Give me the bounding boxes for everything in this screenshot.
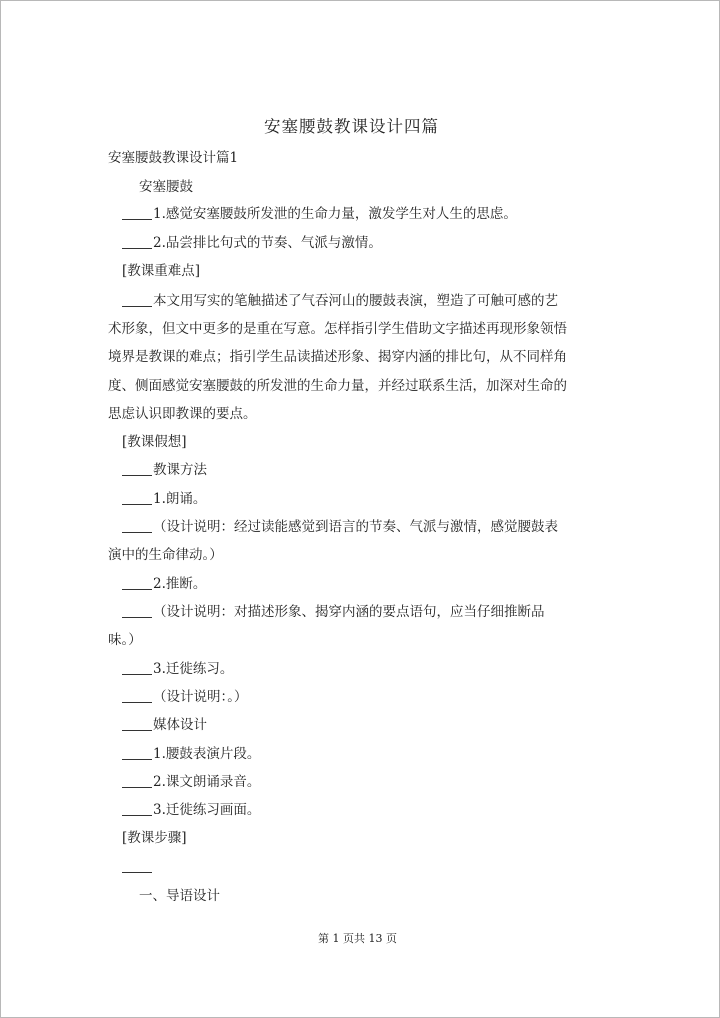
text-line: [教课重难点] [122,263,201,279]
text-line: [教课假想] [122,434,187,450]
text-line: 味。） [108,632,142,648]
blank-underline [122,491,152,505]
text-line: 2.品尝排比句式的节奏、气派与激情。 [122,234,382,252]
blank-underline [122,235,152,249]
blank-underline [122,717,152,731]
blank-underline [122,206,152,220]
text-line: （设计说明：。） [122,688,248,706]
text-line: 2.课文朗诵录音。 [122,773,260,791]
blank-underline [122,293,152,307]
blank-underline [122,661,152,675]
text-line: 境界是教课的难点；指引学生品读描述形象、揭穿内涵的排比句，从不同样角 [108,349,567,365]
section-heading: 安塞腰鼓教课设计篇1 [108,150,239,166]
blank-underline [122,689,152,703]
blank-underline [122,462,152,476]
text-line: 演中的生命律动。） [108,547,223,563]
text-line: （设计说明：对描述形象、揭穿内涵的要点语句，应当仔细推断品 [122,603,545,621]
text-line: 安塞腰鼓 [139,179,193,195]
text-line: 1.感觉安塞腰鼓所发泄的生命力量，激发学生对人生的思虑。 [122,205,517,223]
text-line: （设计说明：经过读能感觉到语言的节奏、气派与激情，感觉腰鼓表 [122,518,558,536]
page-footer: 第 1 页共 13 页 [318,932,397,945]
text-line [122,858,153,876]
blank-underline [122,604,152,618]
text-line: 1.朗诵。 [122,490,206,508]
text-line: 3.迁徙练习画面。 [122,801,260,819]
text-line: 术形象，但文中更多的是重在写意。怎样指引学生借助文字描述再现形象领悟 [108,321,567,337]
text-line: 教课方法 [122,461,207,479]
text-line: 本文用写实的笔触描述了气吞河山的腰鼓表演，塑造了可触可感的艺 [122,292,558,310]
text-line: 度、侧面感觉安塞腰鼓的所发泄的生命力量，并经过联系生活，加深对生命的 [108,378,567,394]
text-line: 一、导语设计 [139,888,220,904]
text-line: 思虑认识即教课的要点。 [108,406,257,422]
blank-underline [122,774,152,788]
blank-underline [122,576,152,590]
blank-underline [122,746,152,760]
blank-underline [122,802,152,816]
text-line: 3.迁徙练习。 [122,660,233,678]
blank-underline [122,859,152,873]
blank-underline [122,519,152,533]
text-line: [教课步骤] [122,830,187,846]
text-line: 1.腰鼓表演片段。 [122,745,260,763]
document-title: 安塞腰鼓教课设计四篇 [264,117,439,136]
text-line: 2.推断。 [122,575,206,593]
text-line: 媒体设计 [122,716,207,734]
